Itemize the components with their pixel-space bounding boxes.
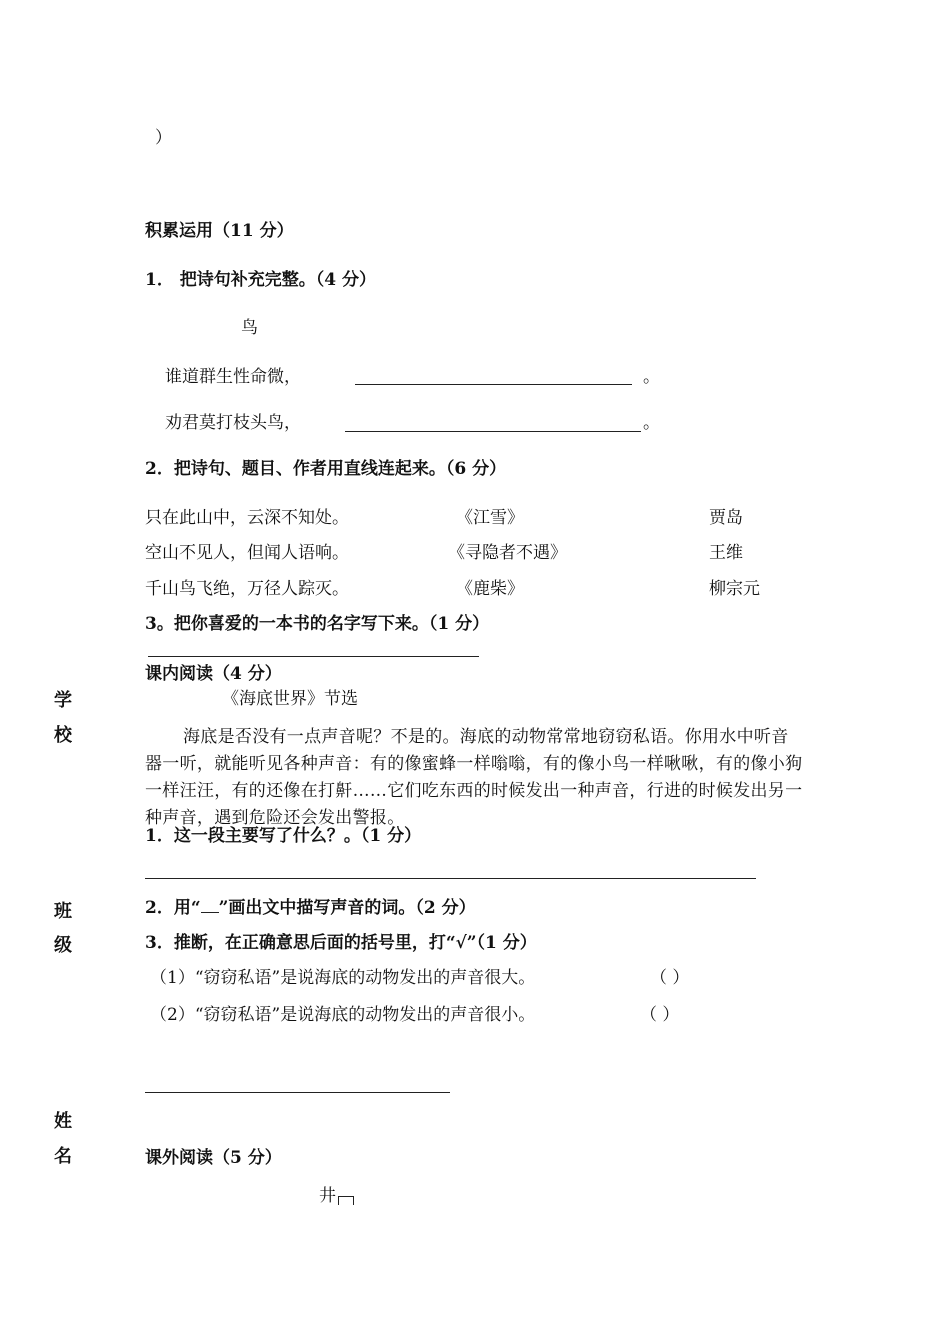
section-heading-accumulation: 积累运用（11 分） — [145, 221, 294, 241]
option-1: （1）“窃窃私语”是说海底的动物发出的声音很大。 — [150, 968, 536, 988]
title-1: 《江雪》 — [456, 508, 524, 528]
author-1: 贾岛 — [709, 508, 743, 528]
poem-line-1-end: 。 — [643, 367, 660, 387]
passage-title: 《海底世界》节选 — [222, 689, 358, 709]
reading-question-2-suffix: ”画出文中描写声音的词。（2 分） — [218, 898, 476, 918]
author-3: 柳宗元 — [709, 579, 760, 599]
side-label-class-2: 级 — [54, 935, 72, 956]
question-2-label: 2．把诗句、题目、作者用直线连起来。（6 分） — [145, 459, 507, 479]
reading-question-3: 3．推断，在正确意思后面的括号里，打“√”（1 分） — [145, 933, 537, 953]
reading-question-1: 1．这一段主要写了什么？。（1 分） — [145, 826, 422, 846]
section-heading-in-class-reading: 课内阅读（4 分） — [145, 664, 282, 684]
title-2: 《寻隐者不遇》 — [448, 543, 567, 563]
side-label-name-2: 名 — [54, 1146, 72, 1167]
poem-title: 鸟 — [241, 318, 258, 338]
side-label-class-1: 班 — [54, 901, 72, 922]
title-3: 《鹿柴》 — [456, 579, 524, 599]
side-label-school-1: 学 — [54, 690, 72, 711]
verse-1: 只在此山中，云深不知处。 — [145, 508, 349, 528]
answer-blank-summary[interactable] — [145, 878, 756, 879]
extracurricular-title — [319, 1186, 354, 1206]
verse-3: 千山鸟飞绝，万径人踪灭。 — [145, 579, 349, 599]
section-heading-extracurricular-reading: 课外阅读（5 分） — [145, 1148, 282, 1168]
side-label-name-1: 姓 — [54, 1111, 72, 1132]
option-1-bracket[interactable]: （ ） — [650, 968, 690, 988]
answer-blank-line-1[interactable] — [355, 384, 632, 385]
reading-question-2-prefix: 2．用“ — [145, 898, 201, 918]
reading-passage: 海底是否没有一点声音呢？不是的。海底的动物常常地窃窃私语。你用水中听音器一听，就能听见各种声音：有的像蜜蜂一样嗡嗡，有的像小鸟一样啾啾，有的像小狗一样汪汪，有的还像在打鼾……它们吃东西的时候发出一种声音，行进的时候发出另一种声音，遇到危险还会发出警报。 — [145, 727, 803, 828]
question-3-label: 3。把你喜爱的一本书的名字写下来。（1 分） — [145, 614, 490, 634]
top-fragment: ） — [155, 128, 172, 148]
underline-mark — [201, 898, 219, 913]
verse-2: 空山不见人，但闻人语响。 — [145, 543, 349, 563]
option-2: （2）“窃窃私语”是说海底的动物发出的声音很小。 — [150, 1005, 536, 1025]
question-1-label: 1． 把诗句补充完整。（4 分） — [145, 270, 376, 290]
title-fragment-mark — [338, 1196, 354, 1205]
answer-blank-line-2[interactable] — [345, 431, 641, 432]
answer-blank-book[interactable] — [148, 656, 479, 657]
answer-blank-extra[interactable] — [145, 1092, 450, 1093]
side-label-school-2: 校 — [54, 725, 72, 746]
option-2-bracket[interactable]: （ ） — [640, 1005, 680, 1025]
poem-line-2: 劝君莫打枝头鸟， — [165, 413, 301, 433]
reading-question-2 — [145, 898, 476, 918]
poem-line-2-end: 。 — [643, 413, 660, 433]
extracurricular-title-text: 井 — [319, 1186, 336, 1206]
author-2: 王维 — [709, 543, 743, 563]
poem-line-1: 谁道群生性命微， — [165, 367, 301, 387]
